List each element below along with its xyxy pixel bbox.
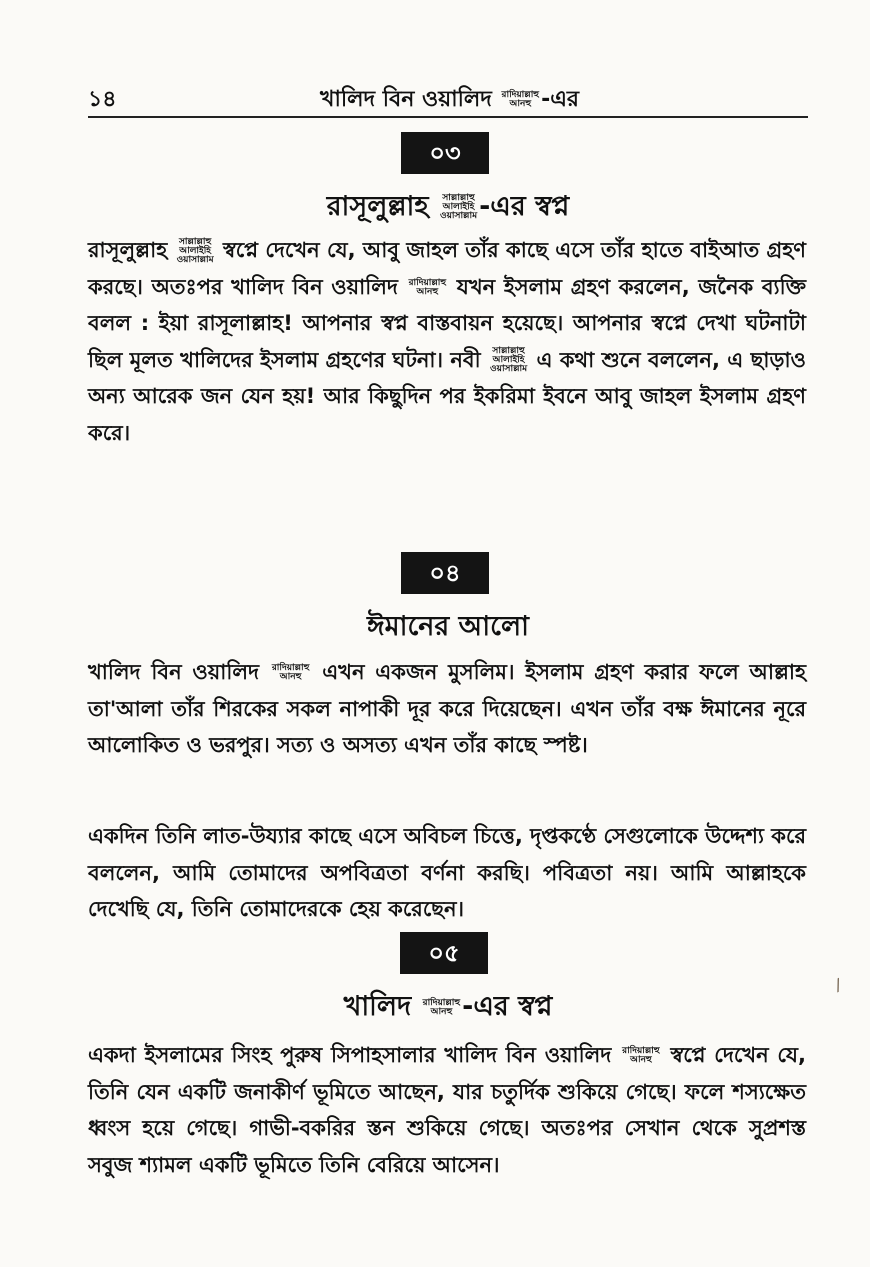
running-title	[320, 82, 579, 119]
honorific-mark: সাল্লাল্লাহু আলাইহি ওয়াসাল্লাম	[176, 236, 214, 265]
honorific-mark: রাদিয়াল্লাহু আনহু	[422, 997, 461, 1017]
section-number-badge: ০৪	[401, 552, 489, 594]
section-number-badge: ০৫	[400, 932, 488, 974]
section-heading: খালিদ রাদিয়াল্লাহু আনহু -এর স্বপ্ন	[343, 991, 553, 1022]
running-title-text: খালিদ বিন ওয়ালিদ	[320, 87, 492, 112]
stray-mark: ⁄	[832, 976, 845, 995]
paragraph: রাসূলুল্লাহ সাল্লাল্লাহু আলাইহি ওয়াসাল্লাম স্বপ্নে দেখেন যে, আবু জাহল তাঁর কাছে এসে তাঁর হাতে বাইআত গ্রহণ করছে। অতঃপর খালিদ বিন ওয়ালিদ রাদিয়াল্লাহু আনহু যখন ইসলাম গ্রহণ করলেন, জনৈক ব্যক্তি বলল : ইয়া রাসূলাল্লাহ! আপনার স্বপ্ন বাস্তবায়ন হয়েছে। আপনার স্বপ্নে দেখা ঘটনাটা ছিল মূলত খালিদের ইসলাম গ্রহণের ঘটনা। নবী সাল্লাল্লাহু আলাইহি ওয়াসাল্লাম এ কথা শুনে বললেন, এ ছাড়াও অন্য আরেক জন যেন হয়! আর কিছুদিন পর ইকরিমা ইবনে আবু জাহল ইসলাম গ্রহণ করে।	[88, 236, 807, 445]
section-number-badge: ০৩	[401, 132, 489, 174]
page-number: ১৪	[88, 87, 117, 112]
running-title-suffix: -এর	[541, 87, 580, 112]
section-heading: রাসূলুল্লাহ সাল্লাল্লাহু আলাইহি ওয়াসাল্লাম -এর স্বপ্ন	[326, 191, 570, 222]
honorific-mark: রাদিয়াল্লাহু আনহু	[408, 277, 447, 297]
page-header	[88, 80, 808, 118]
section-heading: ঈমানের আলো	[367, 611, 529, 642]
paragraph: একদা ইসলামের সিংহ পুরুষ সিপাহসালার খালিদ বিন ওয়ালিদ রাদিয়াল্লাহু আনহু স্বপ্নে দেখেন যে, তিনি যেন একটি জনাকীর্ণ ভূমিতে আছেন, যার চতুর্দিক শুকিয়ে গেছে। ফলে শস্যক্ষেত ধ্বংস হয়ে গেছে। গাভী-বকরির স্তন শুকিয়ে গেছে। অতঃপর সেখান থেকে সুপ্রশস্ত সবুজ শ্যামল একটি ভূমিতে তিনি বেরিয়ে আসেন।	[88, 1043, 806, 1177]
honorific-mark: সাল্লাল্লাহু আলাইহি ওয়াসাল্লাম	[439, 193, 478, 221]
honorific-mark: সাল্লাল্লাহু আলাইহি ওয়াসাল্লাম	[490, 346, 528, 374]
paragraph: খালিদ বিন ওয়ালিদ রাদিয়াল্লাহু আনহু এখন একজন মুসলিম। ইসলাম গ্রহণ করার ফলে আল্লাহ তা'আলা তাঁর শিরকের সকল নাপাকী দূর করে দিয়েছেন। এখন তাঁর বক্ষ ঈমানের নূরে আলোকিত ও ভরপুর। সত্য ও অসত্য এখন তাঁর কাছে স্পষ্ট।	[88, 660, 807, 757]
paragraph: একদিন তিনি লাত-উয্যার কাছে এসে অবিচল চিত্তে, দৃপ্তকণ্ঠে সেগুলোকে উদ্দেশ্য করে বললেন, আমি তোমাদের অপবিত্রতা বর্ণনা করছি। পবিত্রতা নয়। আমি আল্লাহকে দেখেছি যে, তিনি তোমাদেরকে হেয় করেছেন।	[88, 824, 806, 921]
honorific-mark: রাদিয়াল্লাহু আনহু	[271, 663, 310, 682]
honorific-mark: রাদিয়াল্লাহু আনহু	[622, 1046, 660, 1065]
honorific-mark: রাদিয়াল্লাহু আনহু	[501, 90, 540, 109]
